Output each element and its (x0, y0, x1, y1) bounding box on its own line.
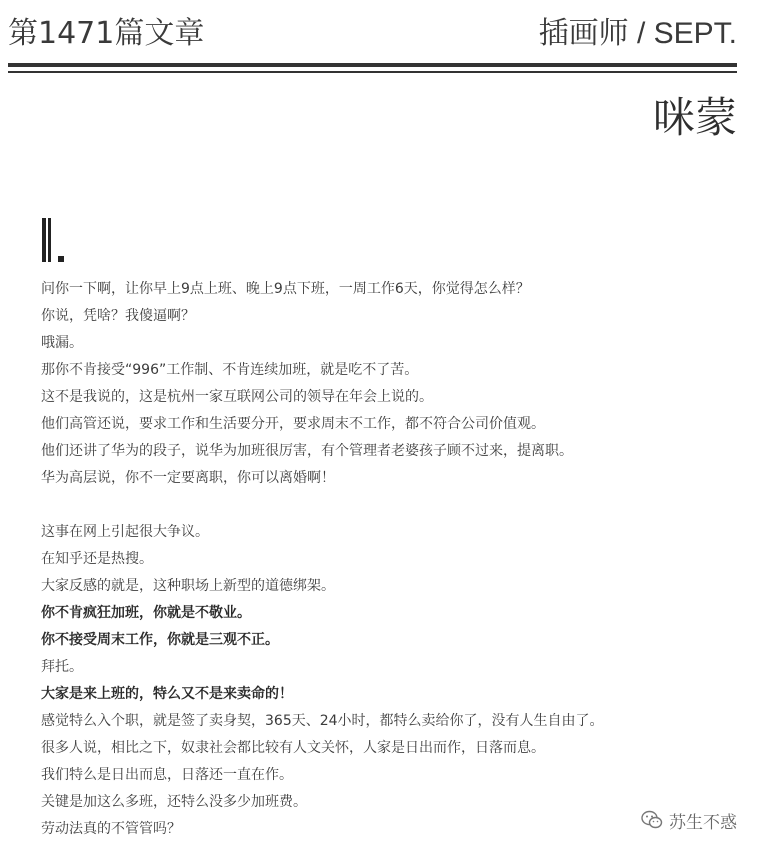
paragraph-line: 这不是我说的，这是杭州一家互联网公司的领导在年会上说的。 (41, 389, 433, 405)
paragraph-line: 你不肯疯狂加班，你就是不敬业。 (41, 605, 251, 621)
issue-number: 第1471篇文章 (8, 16, 205, 51)
watermark-text: 苏生不惑 (669, 812, 737, 833)
watermark (641, 806, 737, 834)
paragraph-line: 大家是来上班的，特么又不是来卖命的！ (41, 686, 293, 702)
section-numeral-bar (42, 218, 46, 262)
paragraph-line: 感觉特么入个职，就是签了卖身契，365天、24小时，都特么卖给你了，没有人生自由了。 (41, 713, 604, 729)
paragraph-line: 这事在网上引起很大争议。 (41, 524, 209, 540)
paragraph-line: 他们高管还说，要求工作和生活要分开，要求周末不工作，都不符合公司价值观。 (41, 416, 545, 432)
header-rule-thin (8, 71, 737, 73)
illustrator-credit: 插画师 / SEPT. (538, 17, 737, 50)
article-header (0, 0, 761, 60)
wechat-icon (641, 810, 663, 830)
paragraph-line: 华为高层说，你不一定要离职，你可以离婚啊！ (41, 470, 335, 486)
paragraph-line: 问你一下啊，让你早上9点上班、晚上9点下班，一周工作6天，你觉得怎么样？ (41, 281, 530, 297)
author-name: 咪蒙 (652, 93, 737, 142)
section-numeral (40, 218, 80, 266)
paragraph-line: 哦漏。 (41, 335, 83, 351)
paragraph-line: 劳动法真的不管管吗？ (41, 821, 181, 837)
article-body (41, 276, 741, 843)
paragraph-line: 那你不肯接受“996”工作制、不肯连续加班，就是吃不了苦。 (41, 362, 419, 378)
paragraph-line: 很多人说，相比之下，奴隶社会都比较有人文关怀，人家是日出而作，日落而息。 (41, 740, 545, 756)
paragraph-line: 大家反感的就是，这种职场上新型的道德绑架。 (41, 578, 335, 594)
paragraph-line: 在知乎还是热搜。 (41, 551, 153, 567)
paragraph-line: 你说，凭啥？我傻逼啊？ (41, 308, 195, 324)
section-numeral-bar (48, 218, 51, 262)
paragraph-line: 我们特么是日出而息，日落还一直在作。 (41, 767, 293, 783)
header-rule-thick (8, 63, 737, 67)
paragraph-line: 拜托。 (41, 659, 83, 675)
paragraph-line: 关键是加这么多班，还特么没多少加班费。 (41, 794, 307, 810)
paragraph-line: 他们还讲了华为的段子，说华为加班很厉害，有个管理者老婆孩子顾不过来，提离职。 (41, 443, 573, 459)
paragraph-line: 你不接受周末工作，你就是三观不正。 (41, 632, 279, 648)
section-numeral-dot (58, 256, 64, 262)
paragraph-spacer (41, 492, 741, 519)
